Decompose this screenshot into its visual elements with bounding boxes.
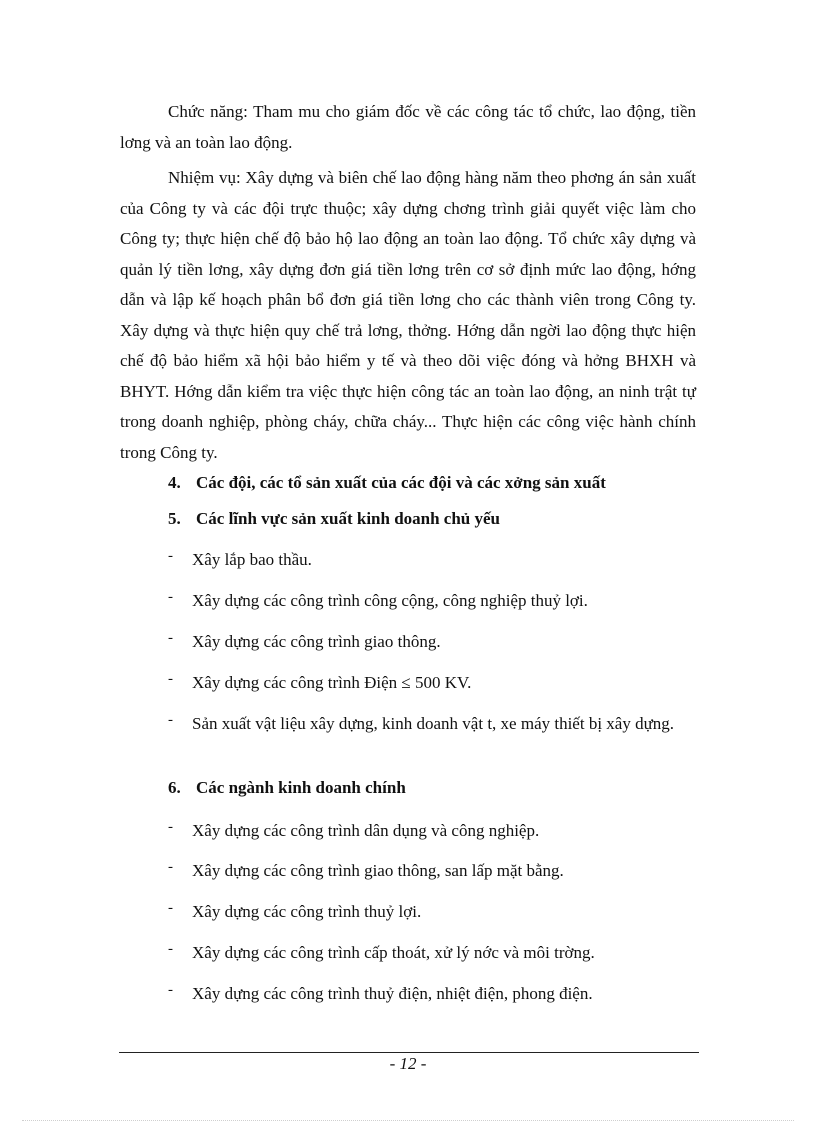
list-item (168, 856, 698, 886)
bullet-dash-icon: - (168, 859, 173, 875)
bullet-dash-icon: - (168, 671, 173, 687)
list-item-text: Xây dựng các công trình Điện ≤ 500 KV. (192, 673, 472, 692)
section-4-number: 4. (168, 473, 181, 492)
footer-divider (119, 1052, 699, 1053)
bullet-dash-icon: - (168, 982, 173, 998)
section-5-number: 5. (168, 509, 181, 528)
list-item (168, 709, 698, 739)
list-item-text: Xây dựng các công trình công cộng, công nghiệp thuỷ lợi. (192, 591, 588, 610)
bullet-dash-icon: - (168, 548, 173, 564)
list-item-text: Xây lắp bao thầu. (192, 550, 312, 569)
bullet-dash-icon: - (168, 712, 173, 728)
section-5-title: Các lĩnh vực sản xuất kinh doanh chủ yếu (196, 509, 501, 528)
bullet-dash-icon: - (168, 900, 173, 916)
list-item-text: Xây dựng các công trình thuỷ điện, nhiệt điện, phong điện. (192, 984, 593, 1003)
bullet-dash-icon: - (168, 941, 173, 957)
list-item (168, 627, 698, 657)
list-item-text: Xây dựng các công trình thuỷ lợi. (192, 902, 422, 921)
list-item-text: Xây dựng các công trình cấp thoát, xử lý nớc và môi trờng. (192, 943, 595, 962)
paragraph-function: Chức năng: Tham mu cho giám đốc về các công tác tổ chức, lao động, tiền lơng và an toàn lao động. (120, 102, 696, 152)
section-4-heading (168, 472, 606, 494)
list-item (168, 668, 698, 698)
page-number: - 12 - (389, 1054, 427, 1073)
list-item (168, 897, 698, 927)
list-item (168, 938, 698, 968)
list-item (168, 816, 698, 846)
list-item (168, 979, 698, 1009)
section-5-heading (168, 508, 500, 530)
paragraph-duties: Nhiệm vụ: Xây dựng và biên chế lao động hàng năm theo phơng án sản xuất của Công ty và các đội trực thuộc; xây dựng chơng trình giải quyết việc làm cho Công ty; thực hiện chế độ bảo hộ lao động an toàn lao động. Tổ chức xây dựng và quản lý tiền lơng, xây dựng đơn giá tiền lơng trên cơ sở định mức lao động, hớng dẫn và lập kế hoạch phân bổ đơn giá tiền lơng cho các thành viên trong Công ty. Xây dựng và thực hiện quy chế trả lơng, thởng. Hớng dẫn ngời lao động thực hiện chế độ bảo hiểm xã hội bảo hiểm y tế và theo dõi việc đóng và hởng BHXH và BHYT. Hớng dẫn kiểm tra việc thực hiện công tác an toàn lao động, an ninh trật tự trong doanh nghiệp, phòng cháy, chữa cháy... Thực hiện các công việc hành chính trong Công ty. (120, 168, 696, 462)
section-6-heading (168, 777, 406, 799)
section-6-number: 6. (168, 778, 181, 797)
list-item-text: Xây dựng các công trình giao thông. (192, 632, 441, 651)
list-item-text: Xây dựng các công trình giao thông, san lấp mặt bằng. (192, 861, 564, 880)
bullet-dash-icon: - (168, 589, 173, 605)
list-item (168, 545, 698, 575)
bullet-dash-icon: - (168, 630, 173, 646)
list-item (168, 586, 698, 616)
section-6-title: Các ngành kinh doanh chính (196, 778, 406, 797)
page-edge-divider (22, 1120, 794, 1121)
section-4-title: Các đội, các tổ sản xuất của các đội và các xởng sản xuất (196, 473, 606, 492)
bullet-dash-icon: - (168, 819, 173, 835)
list-item-text: Xây dựng các công trình dân dụng và công nghiệp. (192, 821, 540, 840)
list-item-text: Sản xuất vật liệu xây dựng, kinh doanh vật t, xe máy thiết bị xây dựng. (192, 714, 675, 733)
